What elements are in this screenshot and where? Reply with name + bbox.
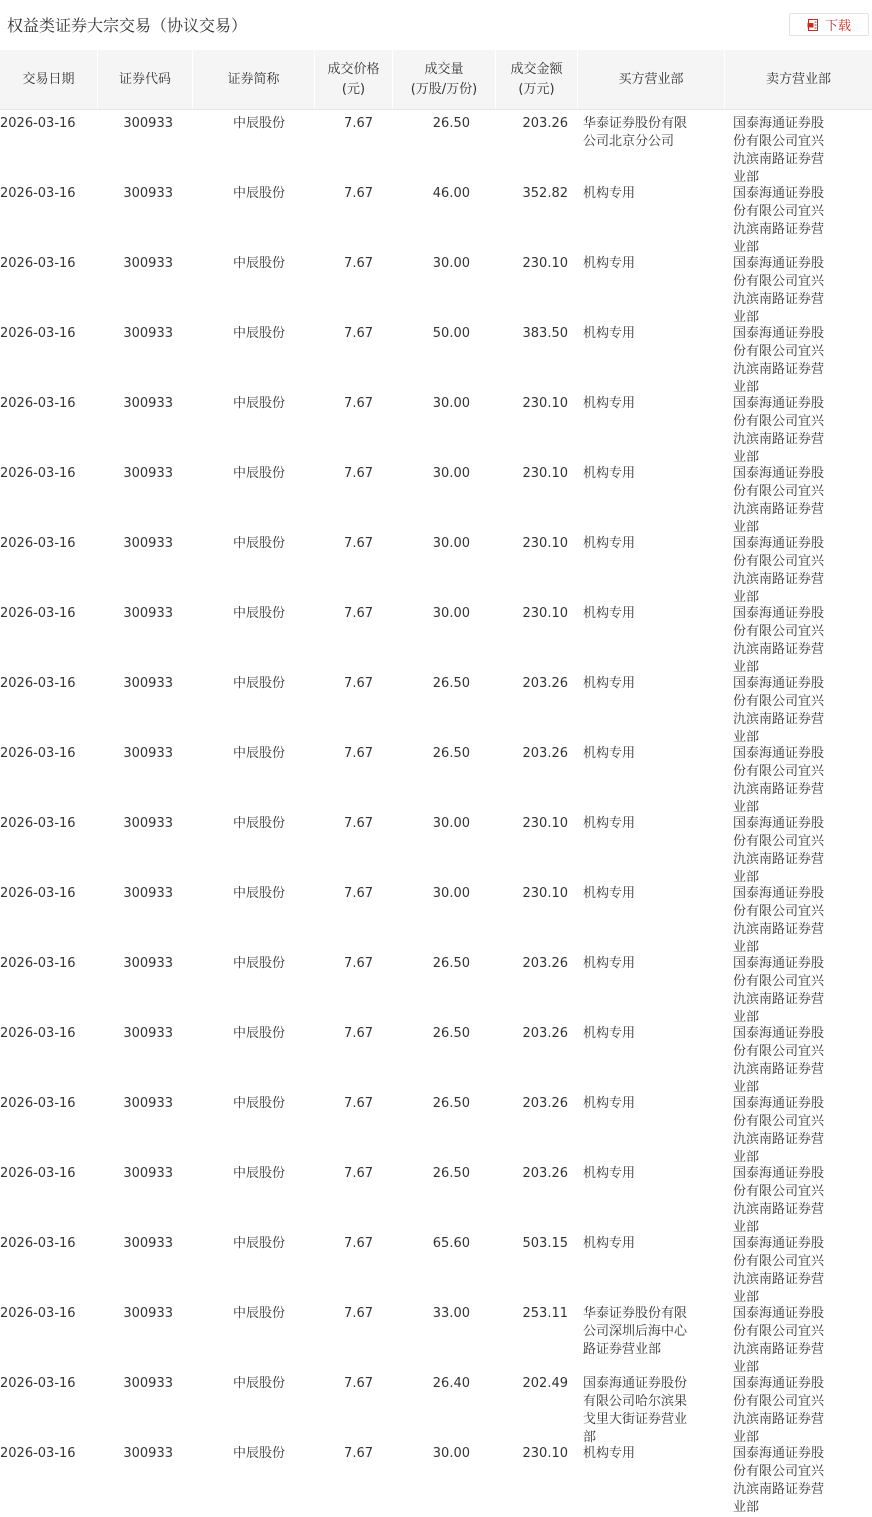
cell-amount: 230.10	[522, 886, 568, 901]
cell-security-code: 300933	[123, 466, 173, 481]
cell-buyer-branch: 机构专用	[583, 396, 636, 411]
cell-seller-branch: 国泰海通证券股份有限公司宜兴氿滨南路证券营业部	[733, 816, 825, 885]
cell-volume: 26.40	[432, 1376, 470, 1391]
cell-amount: 503.15	[522, 1236, 568, 1251]
cell-volume: 26.50	[432, 956, 470, 971]
table-row	[0, 1090, 872, 1165]
cell-seller-branch: 国泰海通证券股份有限公司宜兴氿滨南路证券营业部	[733, 256, 825, 325]
cell-volume: 26.50	[432, 746, 470, 761]
cell-price: 7.67	[344, 1236, 373, 1251]
cell-buyer-branch: 机构专用	[583, 1166, 636, 1181]
cell-volume: 30.00	[432, 816, 470, 831]
cell-security-name: 中辰股份	[232, 466, 285, 481]
cell-volume: 30.00	[432, 1446, 470, 1461]
cell-price: 7.67	[344, 606, 373, 621]
table-row	[0, 460, 872, 535]
cell-volume: 30.00	[432, 886, 470, 901]
cell-security-code: 300933	[123, 186, 173, 201]
cell-trade-date: 2026-03-16	[0, 886, 76, 901]
cell-buyer-branch: 机构专用	[583, 326, 636, 341]
block-trade-table	[0, 50, 872, 1515]
header-security-code	[98, 50, 193, 109]
cell-amount: 203.26	[522, 116, 568, 131]
cell-volume: 30.00	[432, 536, 470, 551]
cell-buyer-branch: 机构专用	[583, 886, 636, 901]
cell-trade-date: 2026-03-16	[0, 1096, 76, 1111]
cell-amount: 230.10	[522, 816, 568, 831]
table-row	[0, 810, 872, 885]
header-price	[315, 50, 393, 109]
cell-amount: 253.11	[522, 1306, 568, 1321]
cell-security-name: 中辰股份	[232, 116, 285, 131]
cell-security-code: 300933	[123, 1026, 173, 1041]
table-row	[0, 390, 872, 465]
cell-price: 7.67	[344, 1306, 373, 1321]
cell-seller-branch: 国泰海通证券股份有限公司宜兴氿滨南路证券营业部	[733, 676, 825, 745]
table-header	[0, 50, 872, 110]
cell-volume: 26.50	[432, 116, 470, 131]
cell-amount: 202.49	[522, 1376, 568, 1391]
cell-buyer-branch: 机构专用	[583, 1096, 636, 1111]
cell-security-code: 300933	[123, 396, 173, 411]
cell-price: 7.67	[344, 1026, 373, 1041]
cell-security-code: 300933	[123, 536, 173, 551]
cell-trade-date: 2026-03-16	[0, 396, 76, 411]
table-row	[0, 740, 872, 815]
cell-amount: 230.10	[522, 256, 568, 271]
cell-volume: 30.00	[432, 466, 470, 481]
cell-price: 7.67	[344, 676, 373, 691]
cell-buyer-branch: 机构专用	[583, 676, 636, 691]
table-row	[0, 880, 872, 955]
table-row	[0, 1370, 872, 1445]
cell-buyer-branch: 机构专用	[583, 746, 636, 761]
cell-amount: 230.10	[522, 536, 568, 551]
table-row	[0, 320, 872, 395]
cell-security-code: 300933	[123, 1096, 173, 1111]
cell-volume: 46.00	[432, 186, 470, 201]
cell-seller-branch: 国泰海通证券股份有限公司宜兴氿滨南路证券营业部	[733, 536, 825, 605]
header-label: (万股/万份)	[410, 81, 478, 97]
cell-trade-date: 2026-03-16	[0, 1376, 76, 1391]
cell-buyer-branch: 华泰证券股份有限公司深圳后海中心路证券营业部	[583, 1306, 688, 1357]
cell-trade-date: 2026-03-16	[0, 256, 76, 271]
table-row	[0, 1300, 872, 1375]
cell-trade-date: 2026-03-16	[0, 956, 76, 971]
cell-seller-branch: 国泰海通证券股份有限公司宜兴氿滨南路证券营业部	[733, 396, 825, 465]
table-row	[0, 600, 872, 675]
cell-security-code: 300933	[123, 1306, 173, 1321]
cell-seller-branch: 国泰海通证券股份有限公司宜兴氿滨南路证券营业部	[733, 1306, 825, 1375]
table-row	[0, 1160, 872, 1235]
table-body	[0, 110, 872, 1515]
cell-security-name: 中辰股份	[232, 1306, 285, 1321]
cell-seller-branch: 国泰海通证券股份有限公司宜兴氿滨南路证券营业部	[733, 886, 825, 955]
cell-trade-date: 2026-03-16	[0, 676, 76, 691]
table-row	[0, 250, 872, 325]
cell-amount: 230.10	[522, 396, 568, 411]
cell-seller-branch: 国泰海通证券股份有限公司宜兴氿滨南路证券营业部	[733, 186, 825, 255]
cell-security-code: 300933	[123, 256, 173, 271]
cell-price: 7.67	[344, 396, 373, 411]
cell-buyer-branch: 机构专用	[583, 536, 636, 551]
cell-price: 7.67	[344, 1096, 373, 1111]
cell-trade-date: 2026-03-16	[0, 1306, 76, 1321]
cell-security-code: 300933	[123, 1376, 173, 1391]
cell-buyer-branch: 机构专用	[583, 816, 636, 831]
cell-trade-date: 2026-03-16	[0, 466, 76, 481]
cell-price: 7.67	[344, 1166, 373, 1181]
cell-security-name: 中辰股份	[232, 1236, 285, 1251]
cell-trade-date: 2026-03-16	[0, 326, 76, 341]
cell-security-name: 中辰股份	[232, 606, 285, 621]
cell-security-code: 300933	[123, 956, 173, 971]
cell-seller-branch: 国泰海通证券股份有限公司宜兴氿滨南路证券营业部	[733, 1166, 825, 1235]
cell-trade-date: 2026-03-16	[0, 816, 76, 831]
cell-security-name: 中辰股份	[232, 1166, 285, 1181]
cell-buyer-branch: 机构专用	[583, 956, 636, 971]
cell-amount: 203.26	[522, 1026, 568, 1041]
cell-amount: 203.26	[522, 956, 568, 971]
cell-buyer-branch: 机构专用	[583, 466, 636, 481]
cell-seller-branch: 国泰海通证券股份有限公司宜兴氿滨南路证券营业部	[733, 1026, 825, 1095]
cell-amount: 352.82	[522, 186, 568, 201]
cell-buyer-branch: 机构专用	[583, 256, 636, 271]
header-label: (元)	[341, 81, 366, 97]
cell-buyer-branch: 机构专用	[583, 1446, 636, 1461]
cell-seller-branch: 国泰海通证券股份有限公司宜兴氿滨南路证券营业部	[733, 1236, 825, 1305]
cell-price: 7.67	[344, 326, 373, 341]
download-button[interactable]	[789, 13, 869, 36]
cell-price: 7.67	[344, 816, 373, 831]
cell-security-code: 300933	[123, 606, 173, 621]
cell-price: 7.67	[344, 116, 373, 131]
cell-security-name: 中辰股份	[232, 1096, 285, 1111]
cell-volume: 50.00	[432, 326, 470, 341]
cell-amount: 230.10	[522, 1446, 568, 1461]
top-bar	[0, 0, 872, 50]
cell-security-name: 中辰股份	[232, 256, 285, 271]
cell-volume: 30.00	[432, 606, 470, 621]
header-label: 卖方营业部	[765, 71, 831, 87]
table-row	[0, 950, 872, 1025]
cell-price: 7.67	[344, 256, 373, 271]
cell-security-code: 300933	[123, 326, 173, 341]
cell-security-name: 中辰股份	[232, 816, 285, 831]
header-volume	[393, 50, 496, 109]
cell-security-name: 中辰股份	[232, 746, 285, 761]
cell-volume: 26.50	[432, 1096, 470, 1111]
cell-price: 7.67	[344, 746, 373, 761]
table-row	[0, 110, 872, 185]
header-label: 成交金额	[510, 61, 563, 77]
header-trade-date	[0, 50, 98, 109]
cell-security-code: 300933	[123, 746, 173, 761]
cell-amount: 203.26	[522, 1096, 568, 1111]
cell-security-name: 中辰股份	[232, 326, 285, 341]
cell-security-code: 300933	[123, 676, 173, 691]
cell-amount: 230.10	[522, 606, 568, 621]
cell-buyer-branch: 机构专用	[583, 1026, 636, 1041]
table-row	[0, 1020, 872, 1095]
cell-security-code: 300933	[123, 886, 173, 901]
cell-price: 7.67	[344, 956, 373, 971]
cell-security-code: 300933	[123, 816, 173, 831]
cell-volume: 26.50	[432, 1026, 470, 1041]
cell-price: 7.67	[344, 886, 373, 901]
cell-volume: 26.50	[432, 1166, 470, 1181]
cell-trade-date: 2026-03-16	[0, 186, 76, 201]
page-title: 权益类证券大宗交易（协议交易）	[7, 16, 248, 35]
header-buyer-branch	[578, 50, 725, 109]
cell-buyer-branch: 华泰证券股份有限公司北京分公司	[583, 116, 688, 149]
header-security-name	[193, 50, 315, 109]
cell-security-name: 中辰股份	[232, 396, 285, 411]
cell-security-code: 300933	[123, 1236, 173, 1251]
header-amount	[496, 50, 578, 109]
cell-amount: 203.26	[522, 676, 568, 691]
cell-price: 7.67	[344, 186, 373, 201]
cell-price: 7.67	[344, 1446, 373, 1461]
cell-volume: 30.00	[432, 396, 470, 411]
table-row	[0, 670, 872, 745]
cell-buyer-branch: 机构专用	[583, 186, 636, 201]
cell-seller-branch: 国泰海通证券股份有限公司宜兴氿滨南路证券营业部	[733, 746, 825, 815]
table-row	[0, 180, 872, 255]
header-label: 成交价格	[327, 61, 380, 77]
cell-seller-branch: 国泰海通证券股份有限公司宜兴氿滨南路证券营业部	[733, 326, 825, 395]
cell-security-name: 中辰股份	[232, 1446, 285, 1461]
cell-seller-branch: 国泰海通证券股份有限公司宜兴氿滨南路证券营业部	[733, 116, 825, 185]
download-icon	[807, 19, 819, 31]
cell-security-name: 中辰股份	[232, 676, 285, 691]
header-label: 买方营业部	[618, 71, 684, 87]
cell-amount: 383.50	[522, 326, 568, 341]
cell-trade-date: 2026-03-16	[0, 536, 76, 551]
cell-buyer-branch: 国泰海通证券股份有限公司哈尔滨果戈里大街证券营业部	[583, 1376, 688, 1445]
cell-buyer-branch: 机构专用	[583, 606, 636, 621]
cell-amount: 203.26	[522, 1166, 568, 1181]
header-label: 证券代码	[118, 71, 171, 87]
cell-amount: 230.10	[522, 466, 568, 481]
cell-security-name: 中辰股份	[232, 186, 285, 201]
table-row	[0, 1230, 872, 1305]
cell-trade-date: 2026-03-16	[0, 1166, 76, 1181]
header-seller-branch	[725, 50, 872, 109]
cell-volume: 30.00	[432, 256, 470, 271]
cell-security-name: 中辰股份	[232, 886, 285, 901]
cell-price: 7.67	[344, 1376, 373, 1391]
header-label: 证券简称	[227, 71, 280, 87]
cell-seller-branch: 国泰海通证券股份有限公司宜兴氿滨南路证券营业部	[733, 1376, 825, 1445]
download-label: 下载	[824, 19, 851, 34]
cell-seller-branch: 国泰海通证券股份有限公司宜兴氿滨南路证券营业部	[733, 956, 825, 1025]
cell-buyer-branch: 机构专用	[583, 1236, 636, 1251]
cell-price: 7.67	[344, 536, 373, 551]
cell-price: 7.67	[344, 466, 373, 481]
cell-security-name: 中辰股份	[232, 536, 285, 551]
cell-volume: 65.60	[432, 1236, 470, 1251]
cell-security-name: 中辰股份	[232, 956, 285, 971]
table-row	[0, 1440, 872, 1515]
cell-security-code: 300933	[123, 116, 173, 131]
table-row	[0, 530, 872, 605]
cell-seller-branch: 国泰海通证券股份有限公司宜兴氿滨南路证券营业部	[733, 1096, 825, 1165]
cell-seller-branch: 国泰海通证券股份有限公司宜兴氿滨南路证券营业部	[733, 606, 825, 675]
cell-volume: 33.00	[432, 1306, 470, 1321]
header-label: 交易日期	[22, 71, 75, 87]
cell-amount: 203.26	[522, 746, 568, 761]
cell-trade-date: 2026-03-16	[0, 606, 76, 621]
cell-seller-branch: 国泰海通证券股份有限公司宜兴氿滨南路证券营业部	[733, 466, 825, 535]
cell-trade-date: 2026-03-16	[0, 746, 76, 761]
header-label: 成交量	[424, 61, 464, 77]
cell-trade-date: 2026-03-16	[0, 1026, 76, 1041]
cell-security-code: 300933	[123, 1446, 173, 1461]
cell-volume: 26.50	[432, 676, 470, 691]
cell-trade-date: 2026-03-16	[0, 1446, 76, 1461]
cell-security-name: 中辰股份	[232, 1376, 285, 1391]
cell-trade-date: 2026-03-16	[0, 1236, 76, 1251]
cell-security-code: 300933	[123, 1166, 173, 1181]
cell-trade-date: 2026-03-16	[0, 116, 76, 131]
cell-seller-branch: 国泰海通证券股份有限公司宜兴氿滨南路证券营业部	[733, 1446, 825, 1515]
header-label: (万元)	[518, 81, 555, 97]
cell-security-name: 中辰股份	[232, 1026, 285, 1041]
